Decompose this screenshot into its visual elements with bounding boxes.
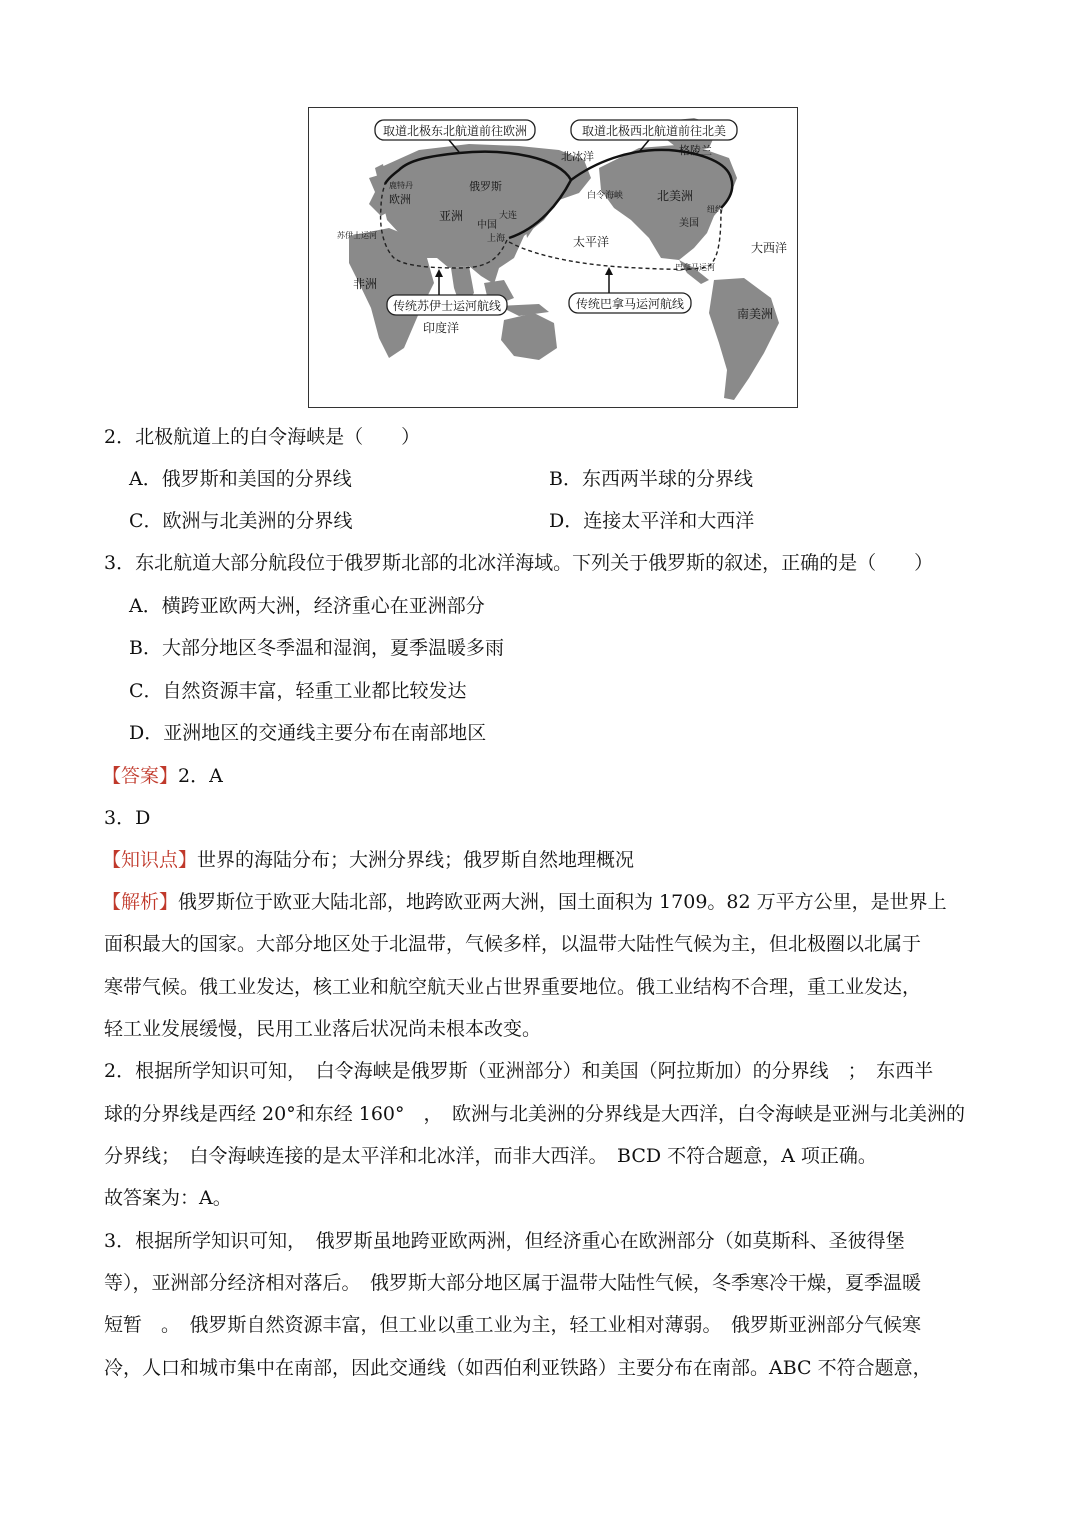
q3-stem: 3．东北航道大部分航段位于俄罗斯北部的北冰洋海域。下列关于俄罗斯的叙述，正确的是（ ） [104,552,934,574]
answer-q2: 2．A [178,765,223,787]
answer-line-1 [102,764,223,788]
analysis-q3-2: 等），亚洲部分经济相对落后。 俄罗斯大部分地区属于温带大陆性气候，冬季寒冷干燥，夏季温暖 [104,1272,922,1294]
label-russia: 俄罗斯 [469,180,502,193]
label-panama-canal: 巴拿马运河 [675,263,715,272]
analysis-text-4: 轻工业发展缓慢，民用工业落后状况尚未根本改变。 [104,1018,542,1040]
q3-option-a[interactable]: A．横跨亚欧两大洲，经济重心在亚洲部分 [129,595,485,617]
analysis-text-1: 俄罗斯位于欧亚大陆北部，地跨欧亚两大洲，国土面积为 1709。82 万平方公里，是世界上 [178,891,947,913]
q2-option-c[interactable]: C．欧洲与北美洲的分界线 [129,510,353,532]
q2-option-a[interactable]: A．俄罗斯和美国的分界线 [129,468,352,490]
q2-option-d[interactable]: D．连接太平洋和大西洋 [549,510,755,532]
label-south-america: 南美洲 [737,307,774,321]
label-pacific: 太平洋 [573,235,610,249]
label-arctic-ocean: 北冰洋 [561,150,594,163]
label-china: 中国 [477,220,497,231]
answer-tag: 【答案】 [102,765,179,787]
route-map [308,107,798,408]
label-newyork: 纽约 [707,205,723,214]
callout-northeast-text: 取道北极东北航道前往欧洲 [382,124,528,138]
q2-option-b[interactable]: B．东西两半球的分界线 [549,468,753,490]
q3-option-b[interactable]: B．大部分地区冬季温和湿润，夏季温暖多雨 [129,637,504,659]
knowledge-line [102,848,634,872]
label-asia: 亚洲 [439,209,464,223]
label-atlantic: 大西洋 [751,241,788,255]
analysis-q2-3: 分界线； 白令海峡连接的是太平洋和北冰洋，而非大西洋。 BCD 不符合题意，A 项正确。 [104,1145,877,1167]
knowledge-text: 世界的海陆分布；大洲分界线；俄罗斯自然地理概况 [197,849,635,871]
label-indian-ocean: 印度洋 [423,321,460,335]
callout-panama [569,267,691,313]
analysis-q2-1: 2．根据所学知识可知， 白令海峡是俄罗斯（亚洲部分）和美国（阿拉斯加）的分界线 ； 东西半 [104,1060,934,1082]
callout-panama-text: 传统巴拿马运河航线 [575,297,685,311]
analysis-q3-3: 短暂 。 俄罗斯自然资源丰富，但工业以重工业为主，轻工业相对薄弱。 俄罗斯亚洲部分气候寒 [104,1314,922,1336]
label-usa: 美国 [679,218,699,229]
analysis-q3-1: 3．根据所学知识可知， 俄罗斯虽地跨亚欧两洲，但经济重心在欧洲部分（如莫斯科、圣彼得堡 [104,1230,905,1252]
analysis-text-3: 寒带气候。俄工业发达，核工业和航空航天业占世界重要地位。俄工业结构不合理，重工业发达， [104,976,922,998]
label-shanghai: 上海 [487,234,506,244]
label-africa: 非洲 [353,277,378,291]
label-europe: 欧洲 [389,193,411,206]
label-rotterdam: 鹿特丹 [389,181,413,190]
analysis-q3-4: 冷，人口和城市集中在南部，因此交通线（如西伯利亚铁路）主要分布在南部。ABC 不符合题意， [104,1357,932,1379]
callout-northwest-text: 取道北极西北航道前往北美 [581,124,727,138]
answer-q3: 3．D [104,807,151,829]
analysis-line-1 [102,890,947,914]
analysis-text-2: 面积最大的国家。大部分地区处于北温带，气候多样，以温带大陆性气候为主，但北极圈以北属于 [104,933,922,955]
callout-suez-text: 传统苏伊士运河航线 [392,299,502,313]
label-dalian: 大连 [499,211,518,221]
label-north-america: 北美洲 [657,189,694,203]
knowledge-tag: 【知识点】 [102,849,198,871]
analysis-tag: 【解析】 [102,891,179,913]
label-greenland: 格陵兰 [679,144,712,157]
q3-option-d[interactable]: D．亚洲地区的交通线主要分布在南部地区 [129,722,487,744]
analysis-q2-2: 球的分界线是西经 20°和东经 160° ， 欧洲与北美洲的分界线是大西洋，白令海峡是亚洲与北美洲的 [104,1103,966,1125]
label-bering-strait: 白令海峡 [587,191,624,201]
label-suez-canal: 苏伊士运河 [337,231,377,240]
q3-option-c[interactable]: C．自然资源丰富，轻重工业都比较发达 [129,680,467,702]
q2-stem: 2．北极航道上的白令海峡是（ ） [104,426,421,448]
analysis-q2-4: 故答案为：A。 [104,1187,232,1209]
